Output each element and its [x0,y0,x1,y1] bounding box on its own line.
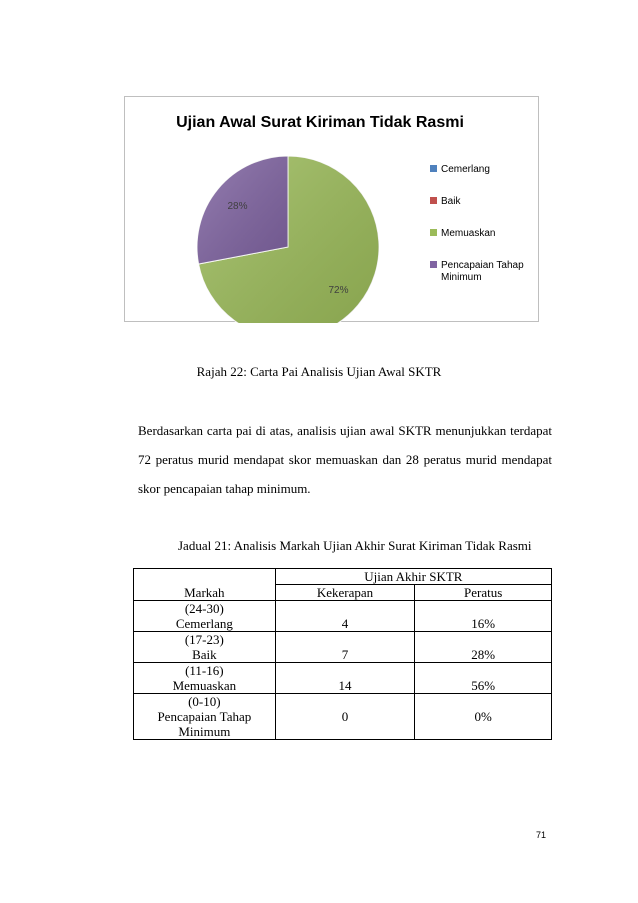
table-body [134,601,552,740]
pie-chart [125,97,540,323]
table-row [134,663,552,694]
percent-cell: 16% [415,601,552,632]
table-header-row [134,569,552,585]
header-markah: Markah [134,569,276,601]
paragraph-line: skor pencapaian tahap minimum. [138,481,311,496]
legend-swatch [430,229,437,236]
frequency-cell: 4 [275,601,415,632]
markah-cell [134,694,276,740]
legend-label: Pencapaian Tahap Minimum [441,260,524,283]
header-ujian-akhir: Ujian Akhir SKTR [275,569,551,585]
paragraph-line: 72 peratus murid mendapat skor memuaskan dan 28 peratus murid mendapat [138,452,552,467]
markah-text: Cemerlang [175,616,233,631]
figure-caption: Rajah 22: Carta Pai Analisis Ujian Awal SKTR [196,364,442,379]
table-title: Jadual 21: Analisis Markah Ujian Akhir Surat Kiriman Tidak Rasmi [178,538,532,553]
legend-swatch [430,197,437,204]
percent-cell: 56% [415,663,552,694]
header-kekerapan: Kekerapan [275,585,415,601]
page-number: 71 [536,830,547,840]
markah-text: (24-30) [184,601,224,616]
legend-label: Cemerlang [441,164,490,175]
markah-text: Pencapaian Tahap [157,709,252,724]
frequency-cell: 14 [275,663,415,694]
table-row [134,601,552,632]
markah-text: (17-23) [184,632,224,647]
percent-cell: 0% [415,694,552,740]
analysis-paragraph [138,416,552,503]
chart-legend [430,164,524,283]
chart-title: Ujian Awal Surat Kiriman Tidak Rasmi [176,114,464,131]
legend-label: Memuaskan [441,228,496,239]
markah-text: Minimum [178,724,231,739]
markah-cell [134,663,276,694]
table-row [134,632,552,663]
pie-value-label: 72% [328,284,349,296]
markah-text: (11-16) [185,663,224,678]
marks-table [133,568,552,740]
legend-swatch [430,261,437,268]
legend-label: Baik [441,196,461,207]
paragraph-line: Berdasarkan carta pai di atas, analisis ujian awal SKTR menunjukkan terdapat [138,423,552,438]
pie-value-label: 28% [227,201,248,213]
frequency-cell: 0 [275,694,415,740]
legend-swatch [430,165,437,172]
frequency-cell: 7 [275,632,415,663]
table-row [134,694,552,740]
pie-chart-figure [124,96,539,322]
pie-slices [197,156,379,323]
markah-text: (0-10) [188,694,221,709]
markah-text: Baik [192,647,217,662]
header-peratus: Peratus [415,585,552,601]
percent-cell: 28% [415,632,552,663]
markah-cell [134,601,276,632]
markah-cell [134,632,276,663]
markah-text: Memuaskan [172,678,237,693]
